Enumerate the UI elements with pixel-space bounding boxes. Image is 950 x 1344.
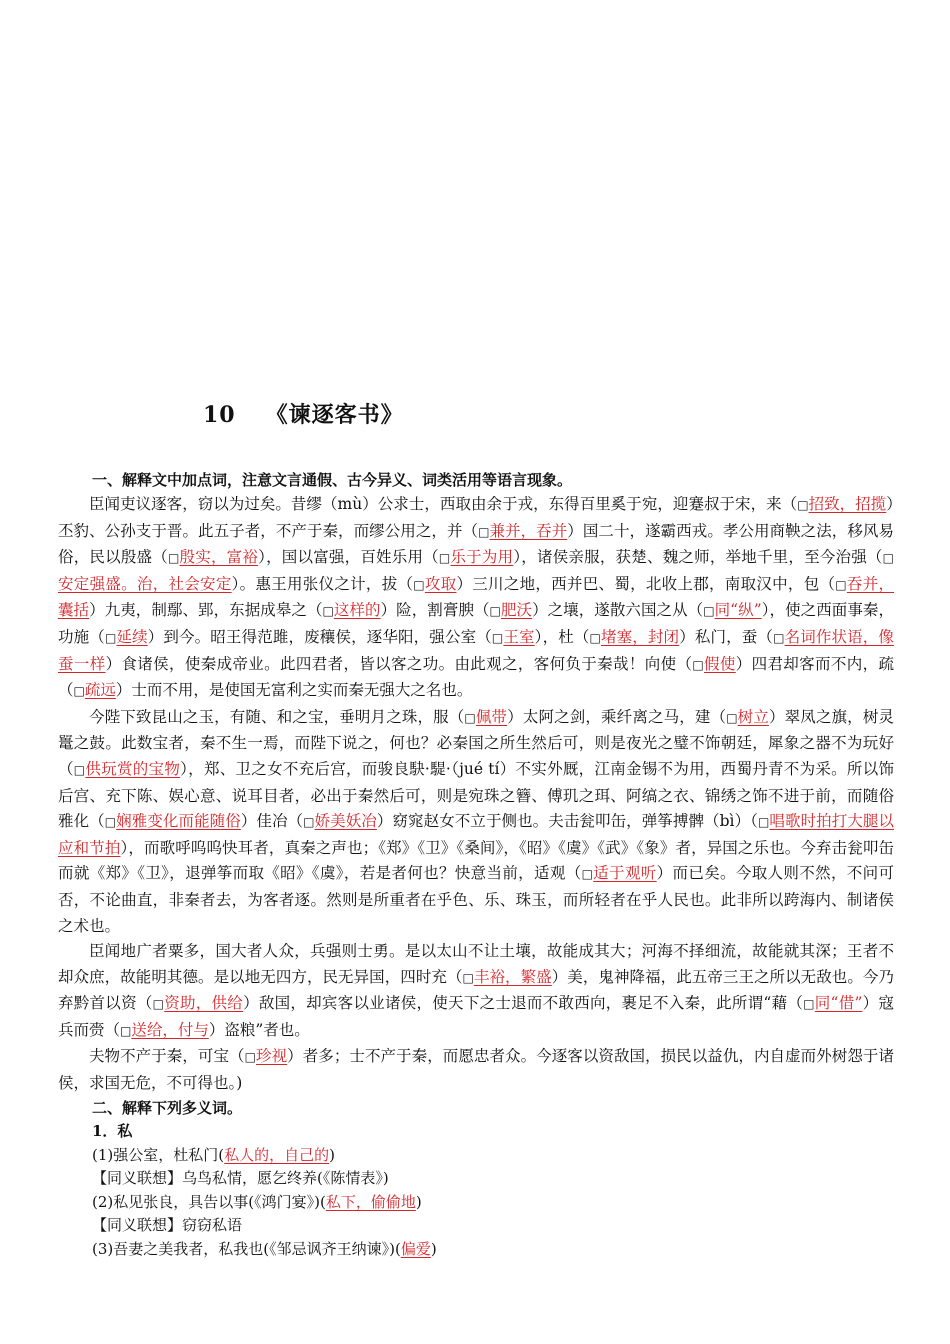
paragraph-text: ）。惠王用张仪之计，拔（ [231,574,414,593]
blank-box-icon: □ [835,577,847,592]
answer-text: 珍视 [256,1047,288,1066]
paragraph-text: ）翠凤之旗，树灵鼍之鼓。此数宝者，秦不生一焉，而陛下说之，何也？必秦国之所生然后可，则是夜光之璧不饰朝廷，犀象之器不为玩好（ [58,707,894,778]
blank-box-icon: □ [703,604,715,619]
answer-text: 兼并，吞并 [489,521,568,540]
blank-box-icon: □ [413,577,425,592]
blank-box-icon: □ [152,997,165,1012]
polysemy-word-1: 1．私 [92,1122,133,1141]
polysemy-item [58,1238,894,1262]
blank-box-icon: □ [438,551,451,566]
answer-text: 私下，偷偷地 [325,1192,416,1211]
blank-box-icon: □ [797,498,809,512]
polysemy-item [58,1214,894,1238]
lesson-title: 《谏逐客书》 [265,402,404,428]
blank-box-icon: □ [726,710,738,725]
answer-text: 吞并，囊括 [58,574,894,620]
blank-box-icon: □ [322,604,334,619]
answer-text: 王室 [503,627,535,646]
blank-box-icon: □ [692,657,705,672]
blank-box-icon: □ [478,524,490,539]
closing-paren: ) [415,1192,422,1211]
polysemy-item [58,1167,894,1191]
polysemy-item [58,1191,894,1215]
answer-text: 疏远 [84,681,116,700]
answer-text: 殷实，富裕 [179,548,259,567]
answer-text: 适于观听 [593,864,657,883]
paragraph-text: ）窈窕赵女不立于侧也。夫击瓮叩缶，弹筝搏髀（bì）（ [376,812,758,831]
section2-heading: 二、解释下列多义词。 [92,1098,243,1117]
paragraph-text: ），郑、卫之女不充后宫，而骏良駃·騠·（jué tí）不实外厩，江南金锡不为用，西蜀丹青不为采。所以饰后宫、充下陈、娱心意、说耳目者，必出于秦然后可，则是宛珠之簪、傅玑之珥、阿缟之衣、锦绣之饰不进于前，而随俗雅化（ [58,759,894,831]
blank-box-icon: □ [464,710,476,725]
paragraph-text: 今陛下致昆山之玉，有随、和之宝，垂明月之珠，服（ [89,707,465,726]
paragraph-text: ）四君却客而不内，疏（ [58,654,894,700]
blank-box-icon: □ [773,630,785,645]
polysemy-sentence: (3)吾妻之美我者，私我也(《邹忌讽齐王纳谏》)( [92,1239,401,1258]
paragraph-text: 臣闻吏议逐客，窃以为过矣。昔缪（mù）公求士，西取由余于戎，东得百里奚于宛，迎蹇叔于宋，来（ [89,495,798,513]
answer-text: 娇美妖冶 [314,812,377,831]
blank-box-icon: □ [581,867,594,882]
answer-text: 名词作状语，像蚕一样 [58,627,894,673]
paragraph-text: ）之壤，遂散六国之从（ [532,601,704,620]
paragraph-text: ），使之西面事秦，功施（ [58,601,894,646]
answer-text: 安定强盛。治，社会安定 [58,574,232,593]
paragraph-text: ），而歌呼呜呜快耳者，真秦之声也；《郑》《卫》《桑间》，《昭》《虞》《武》《象》者，异国之乐也。今弃击瓮叩缶而就《郑》《卫》，退弹筝而取《昭》《虞》，若是者何也？快意当前，适观（ [58,838,894,883]
blank-box-icon: □ [73,684,85,699]
paragraph-text: ）到今。昭王得范雎，废穰侯，逐华阳，强公室（ [147,627,492,646]
blank-box-icon: □ [104,815,117,830]
answer-text: 私人的，自己的 [224,1145,330,1164]
blank-box-icon: □ [303,815,315,830]
polysemy-sentence: (2)私见张良，具告以事(《鸿门宴》)( [92,1192,326,1211]
blank-box-icon: □ [244,1050,257,1065]
polysemy-item [58,1144,894,1168]
answer-text: 肥沃 [500,601,533,620]
answer-text: 资助，供给 [164,994,244,1013]
paragraph-text: ）美，鬼神降福，此五帝三王之所以无敌也。今乃弃黔首以资（ [58,967,894,1013]
polysemy-items [58,1144,894,1262]
answer-text: 延续 [116,627,148,646]
paragraph-2 [58,705,894,939]
section1-heading: 一、解释文中加点词，注意文言通假、古今异义、词类活用等语言现象。 [92,471,573,489]
blank-box-icon: □ [882,551,894,566]
polysemy-sentence: (1)强公室，杜私门( [92,1145,225,1164]
answer-text: 送给，付与 [131,1020,209,1039]
paragraph-text: 臣闻地广者粟多，国大者人众，兵强则士勇。是以太山不让土壤，故能成其大；河海不择细流，故能就其深；王者不却众庶，故能明其德。是以地无四方，民无异国，四时充（ [58,942,894,986]
paragraph-text: ）太阿之剑，乘纤离之马，建（ [507,707,727,726]
paragraph-text: ）食诸侯，使秦成帝业。此四君者，皆以客之功。由此观之，客何负于秦哉！向使（ [105,654,693,673]
paragraph-text: ）佳冶（ [240,812,304,831]
answer-text: 招致，招揽 [808,495,887,513]
polysemy-sentence: 【同义联想】窃窃私语 [92,1216,243,1235]
paragraph-text: 夫物不产于秦，可宝（ [89,1047,245,1066]
paragraph-text: ）盗粮”者也。 [208,1020,310,1039]
paragraph-text: ）险，割膏腴（ [380,601,490,620]
content [58,468,894,1261]
answer-text: 假使 [704,654,736,673]
answer-text: 唱歌时拍打大腿以应和节拍 [58,812,894,857]
closing-paren: ) [430,1239,437,1258]
answer-text: 娴雅变化而能随俗 [116,812,241,831]
answer-text: 堵塞，封闭 [600,627,680,646]
polysemy-sentence: 【同义联想】乌鸟私情，愿乞终养(《陈情表》) [92,1169,389,1188]
paragraph-text: ），诸侯亲服，获楚、魏之师，举地千里，至今治强（ [513,548,883,567]
closing-paren: ) [329,1145,335,1164]
paragraph-text: ）者多；士不产于秦，而愿忠者众。今逐客以资敌国，损民以益仇，内自虚而外树怨于诸侯，求国无危，不可得也。) [58,1047,894,1093]
paragraph-text: ），国以富强，百姓乐用（ [258,548,439,567]
paragraph-4 [58,1044,894,1096]
blank-box-icon: □ [491,630,504,645]
document-title [203,398,404,429]
answer-text: 这样的 [333,601,381,620]
blank-box-icon: □ [589,630,601,645]
paragraph-3 [58,939,894,1044]
answer-text: 树立 [737,707,769,726]
blank-box-icon: □ [489,604,501,619]
blank-box-icon: □ [73,762,86,777]
paragraph-text: ）丕豹、公孙支于晋。此五子者，不产于秦，而缪公用之，并（ [58,495,894,540]
paragraph-text: ）而已矣。今取人则不然，不问可否，不论曲直，非秦者去，为客者逐。然则是所重者在乎色、乐、珠玉，而所轻者在乎人民也。此非所以跨海内、制诸侯之术也。 [58,864,894,935]
blank-box-icon: □ [120,1023,132,1038]
blank-box-icon: □ [803,997,815,1012]
paragraph-text: ）寇兵而赍（ [58,994,894,1039]
lesson-number: 10 [203,402,236,428]
answer-text: 攻取 [424,574,457,593]
paragraph-text: ）敌国，却宾客以业诸侯，使天下之士退而不敢西向，裹足不入秦，此所谓“藉（ [243,994,804,1013]
paragraph-text: ）国二十，遂霸西戎。孝公用商鞅之法，移风易俗，民以殷盛（ [58,521,894,567]
paragraph-text: ）士而不用，是使国无富利之实而秦无强大之名也。 [115,681,473,700]
blank-box-icon: □ [758,815,770,830]
blank-box-icon: □ [104,630,117,645]
answer-text: 供玩赏的宝物 [85,759,181,778]
answer-text: 丰裕，繁盛 [473,967,552,986]
paragraph-text: ）九夷，制鄢、郢，东据成皋之（ [89,601,323,620]
paragraph-text: ），杜（ [534,627,590,646]
answer-text: 乐于为用 [450,548,514,567]
paragraph-text: ）三川之地，西并巴、蜀，北收上郡，南取汉中，包（ [456,574,836,593]
answer-text: 同“纵” [714,601,762,620]
blank-box-icon: □ [167,551,180,566]
answer-text: 佩带 [475,707,508,726]
paragraph-text: ）私门，蚕（ [679,627,774,646]
answer-text: 同“借” [814,994,863,1013]
blank-box-icon: □ [462,970,474,985]
answer-text: 偏爱 [400,1239,431,1258]
paragraph-1 [58,492,894,705]
